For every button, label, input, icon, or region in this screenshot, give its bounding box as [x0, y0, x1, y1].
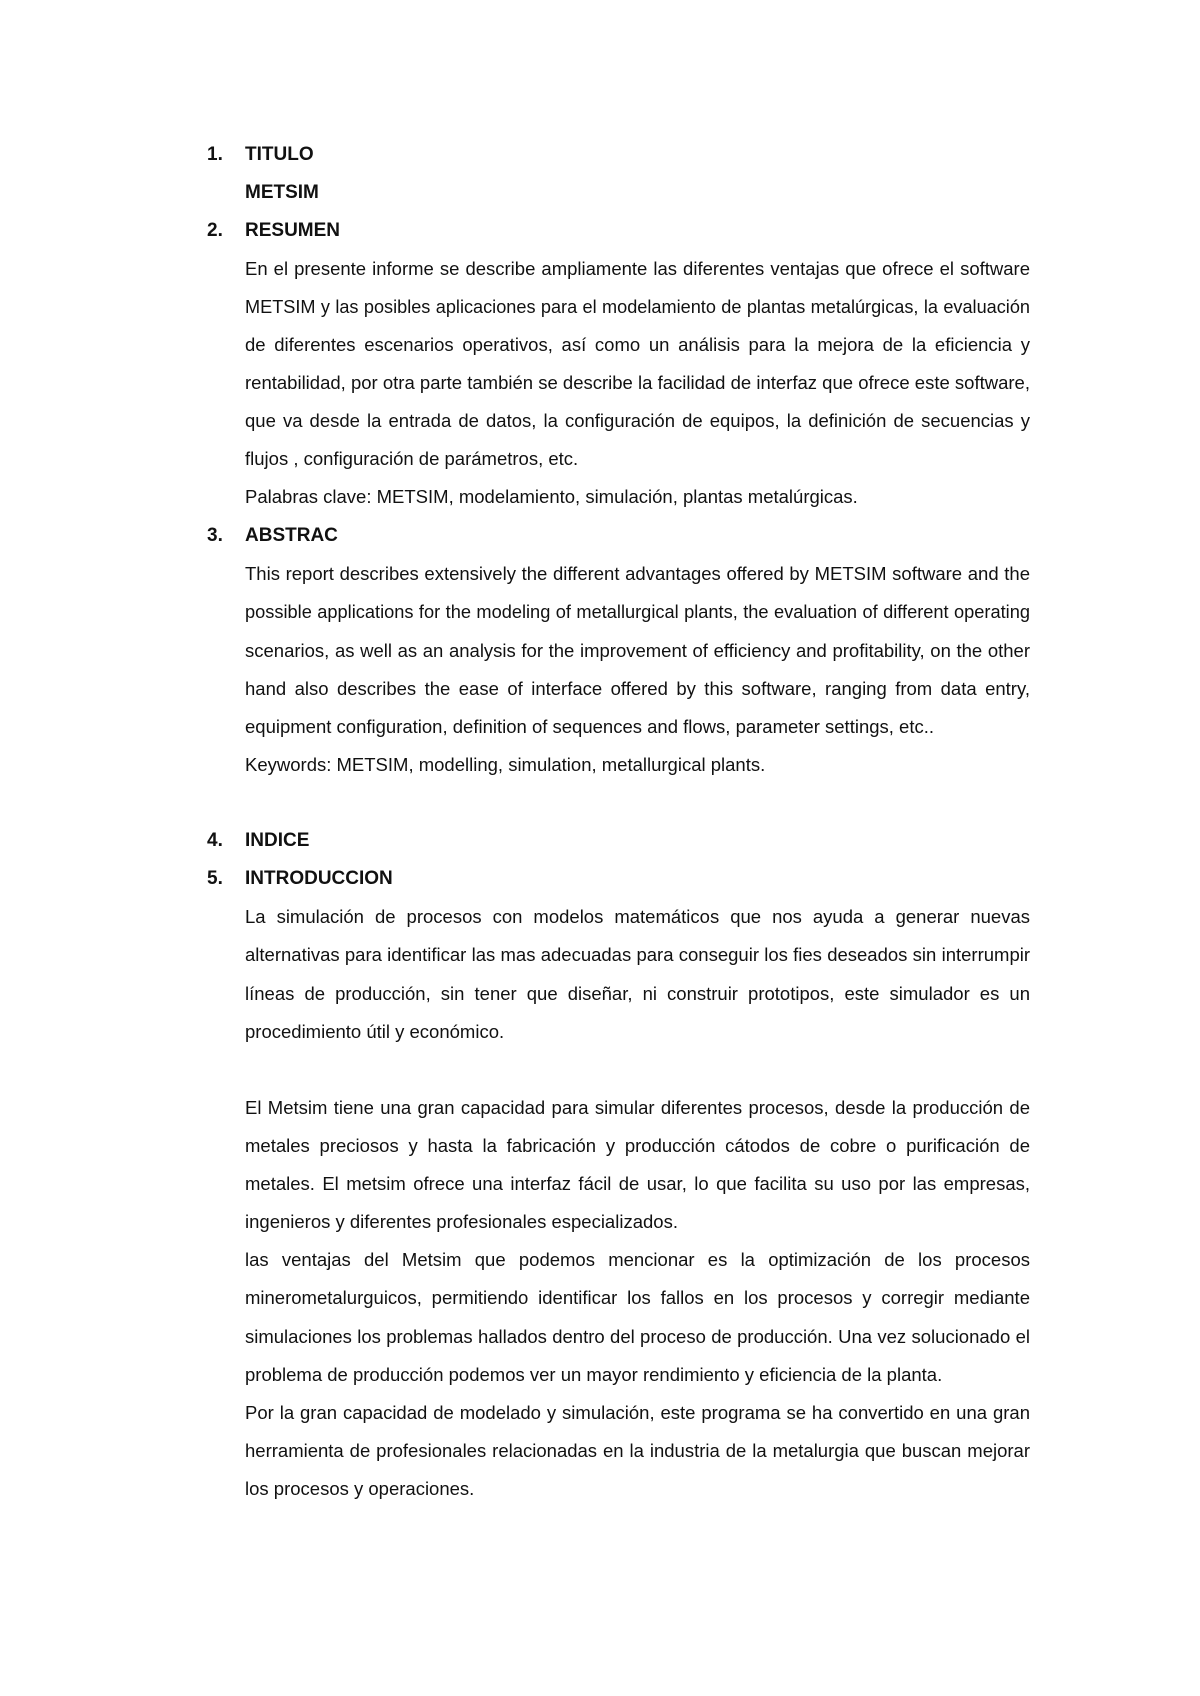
section-heading-abstrac — [207, 517, 338, 555]
paragraph-line: metales. El metsim ofrece una interfaz fácil de usar, lo que facilita su uso por las empresas, — [245, 1173, 1030, 1194]
keywords-line: Palabras clave: METSIM, modelamiento, simulación, plantas metalúrgicas. — [245, 486, 858, 507]
paragraph-line: hand also describes the ease of interface offered by this software, ranging from data entry, — [245, 678, 1030, 699]
section-heading-indice — [207, 822, 309, 860]
paragraph-line: This report describes extensively the different advantages offered by METSIM software and the — [245, 563, 1030, 584]
paragraph-line: minerometalurguicos, permitiendo identificar los fallos en los procesos y corregir mediante — [245, 1287, 1030, 1308]
paragraph-line: los procesos y operaciones. — [245, 1478, 475, 1499]
section-number: 4. — [207, 830, 223, 851]
document-title: METSIM — [245, 182, 319, 203]
paragraph-line: simulaciones los problemas hallados dentro del proceso de producción. Una vez solucionado el — [245, 1326, 1030, 1347]
paragraph-line: El Metsim tiene una gran capacidad para simular diferentes procesos, desde la producción de — [245, 1097, 1030, 1118]
section-number: 2. — [207, 220, 223, 241]
paragraph-line: alternativas para identificar las mas adecuadas para conseguir los fies deseados sin interrumpir — [245, 944, 1030, 965]
paragraph-line: procedimiento útil y económico. — [245, 1021, 505, 1042]
paragraph-line: las ventajas del Metsim que podemos mencionar es la optimización de los procesos — [245, 1249, 1030, 1270]
section-heading-titulo — [207, 136, 314, 174]
paragraph-line: problema de producción podemos ver un mayor rendimiento y eficiencia de la planta. — [245, 1364, 943, 1385]
paragraph-line: líneas de producción, sin tener que diseñar, ni construir prototipos, este simulador es un — [245, 983, 1030, 1004]
paragraph-line: scenarios, as well as an analysis for the improvement of efficiency and profitability, on the other — [245, 640, 1030, 661]
paragraph-line: equipment configuration, definition of sequences and flows, parameter settings, etc.. — [245, 716, 935, 737]
paragraph-line: METSIM y las posibles aplicaciones para el modelamiento de plantas metalúrgicas, la evaluación — [245, 297, 1030, 317]
section-title: INTRODUCCION — [245, 868, 393, 889]
section-title: RESUMEN — [245, 220, 341, 241]
section-number: 1. — [207, 144, 223, 165]
paragraph-line: possible applications for the modeling of metallurgical plants, the evaluation of different operating — [245, 601, 1030, 622]
section-title: TITULO — [245, 144, 314, 165]
section-number: 5. — [207, 868, 223, 889]
section-number: 3. — [207, 525, 223, 546]
paragraph-line: ingenieros y diferentes profesionales especializados. — [245, 1211, 678, 1232]
section-heading-introduccion — [207, 860, 393, 898]
paragraph-line: herramienta de profesionales relacionadas en la industria de la metalurgia que buscan mejorar — [245, 1440, 1030, 1461]
section-heading-resumen — [207, 212, 340, 250]
section-title: ABSTRAC — [245, 525, 338, 546]
keywords-line: Keywords: METSIM, modelling, simulation, metallurgical plants. — [245, 754, 766, 775]
paragraph-line: de diferentes escenarios operativos, así como un análisis para la mejora de la eficiencia y — [245, 334, 1030, 355]
paragraph-line: rentabilidad, por otra parte también se describe la facilidad de interfaz que ofrece este software, — [245, 372, 1030, 393]
paragraph-line: En el presente informe se describe ampliamente las diferentes ventajas que ofrece el software — [245, 258, 1030, 279]
paragraph-line: metales preciosos y hasta la fabricación y producción cátodos de cobre o purificación de — [245, 1135, 1030, 1156]
paragraph-line: La simulación de procesos con modelos matemáticos que nos ayuda a generar nuevas — [245, 906, 1030, 927]
paragraph-line: Por la gran capacidad de modelado y simulación, este programa se ha convertido en una gran — [245, 1402, 1030, 1423]
section-title: INDICE — [245, 830, 310, 851]
paragraph-line: flujos , configuración de parámetros, etc. — [245, 448, 579, 469]
paragraph-line: que va desde la entrada de datos, la configuración de equipos, la definición de secuencias y — [245, 410, 1030, 431]
